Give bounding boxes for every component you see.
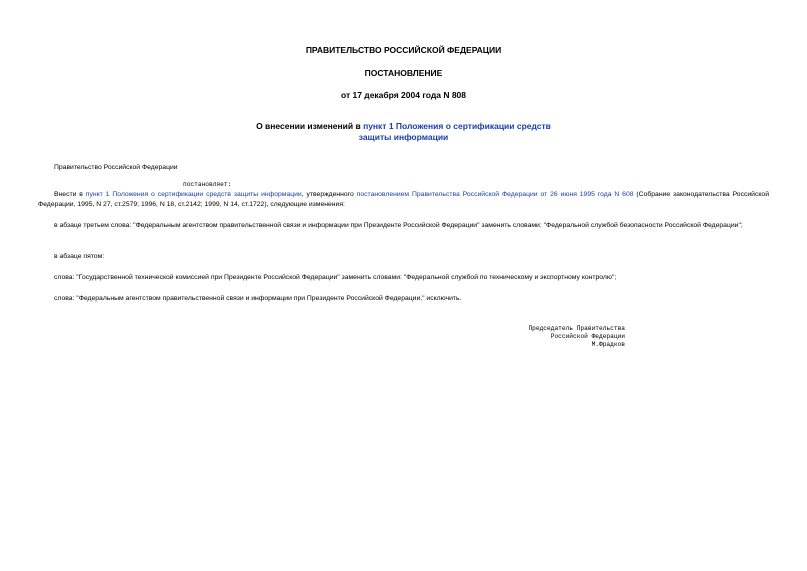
signature-name: М.Фрадков — [591, 341, 625, 348]
title-prefix: О внесении изменений в — [256, 121, 364, 131]
link-resolution-608[interactable]: постановлением Правительства Российской Федерации от 26 июня 1995 года N 608 — [356, 191, 634, 198]
resolves-text: постановляет: — [183, 181, 232, 188]
intro-text: Правительство Российской Федерации — [54, 164, 178, 171]
paragraph-amendment — [38, 190, 769, 210]
signature-country: Российской Федерации — [550, 333, 625, 340]
p1-start: Внести в — [54, 191, 86, 198]
paragraph-replace-commission: слова: "Государственной технической комиссией при Президенте Российской Федерации" заменить словами: "Федеральной службой по техническому и экспортному контролю"; — [54, 274, 617, 281]
p1-mid: , утвержденного — [301, 191, 357, 198]
document-date-number: от 17 декабря 2004 года N 808 — [340, 90, 467, 100]
signature-title: Председатель Правительства — [528, 325, 625, 332]
p1-end: (Собрание законодательства Российской Федерации, 1995, N 27, ст.2579; 1996, N 18, ст.2142; 1999, N 14, ст.1722), следующие изменения: — [38, 191, 770, 208]
government-heading: ПРАВИТЕЛЬСТВО РОССИЙСКОЙ ФЕДЕРАЦИИ — [305, 45, 502, 55]
link-regulation-point-1[interactable]: пункт 1 Положения о сертификации средств защиты информации — [85, 191, 302, 198]
title-link-regulation-cont[interactable]: защиты информации — [358, 132, 449, 142]
paragraph-third-abzac: в абзаце третьем слова: "Федеральным агентством правительственной связи и информации при Президенте Российской Федерации" заменить словами: "Федеральной службой безопасности Российской Федерации"; — [54, 222, 743, 229]
title-link-regulation[interactable]: пункт 1 Положения о сертификации средств — [363, 121, 551, 131]
paragraph-remove-agency: слова: "Федеральным агентством правительственной связи и информации при Президенте Российской Федерации," исключить. — [54, 295, 462, 302]
document-title-line-2 — [0, 132, 807, 143]
document-title-line-1 — [0, 121, 807, 132]
paragraph-fifth-abzac: в абзаце пятом: — [54, 253, 105, 260]
document-type-heading: ПОСТАНОВЛЕНИЕ — [364, 68, 443, 78]
